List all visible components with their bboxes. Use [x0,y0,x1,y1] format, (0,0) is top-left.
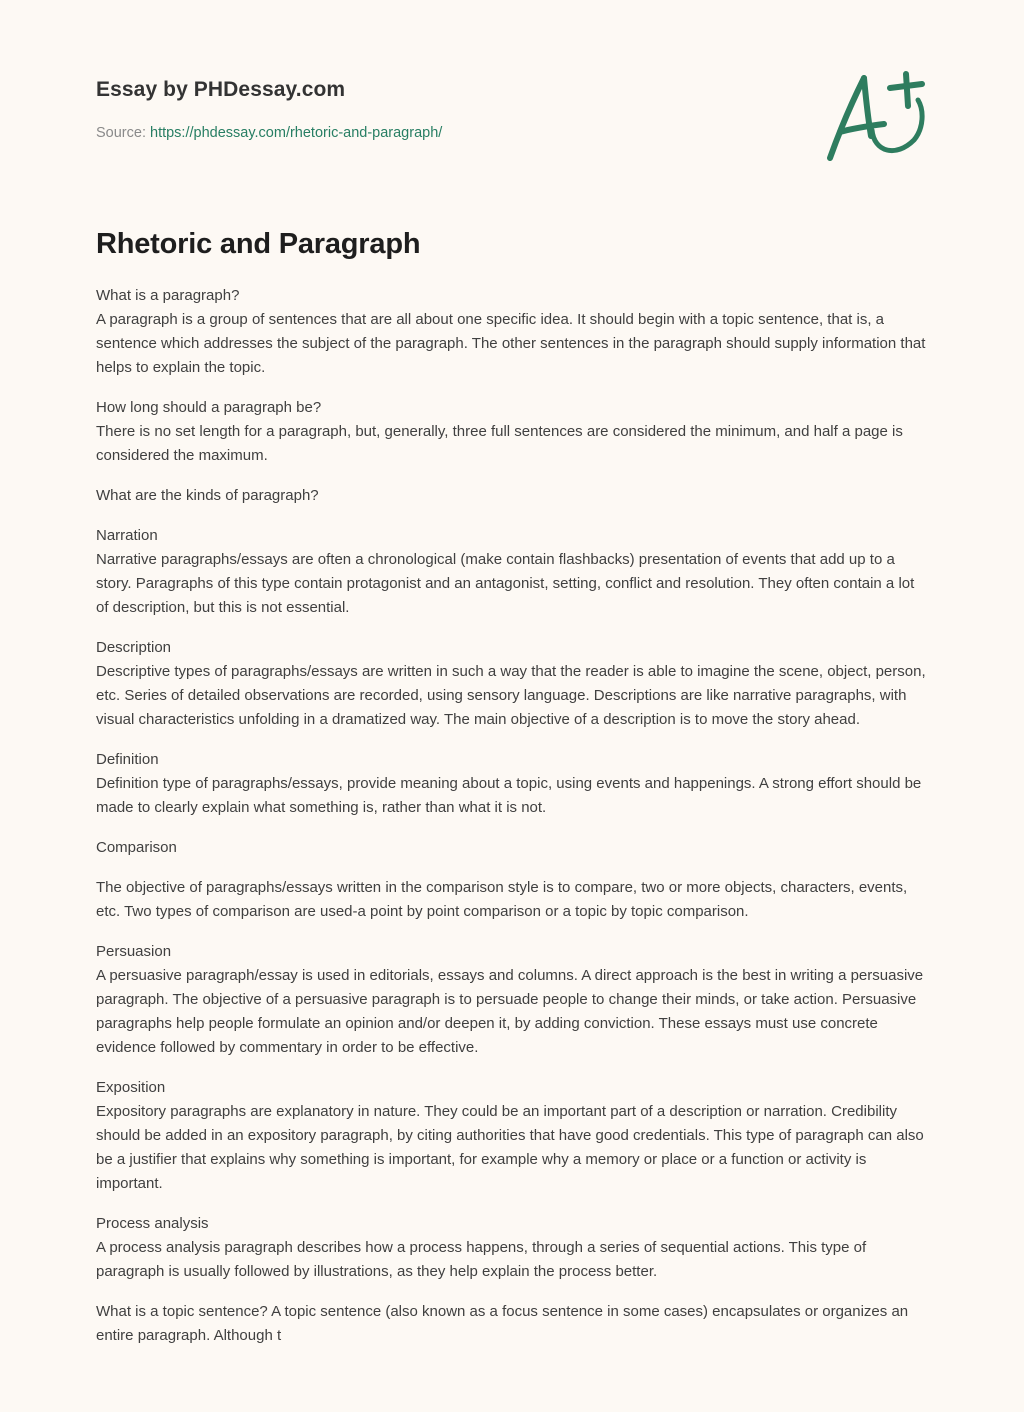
section-paragraph [96,1212,928,1284]
source-line [96,123,928,143]
article-body [96,284,928,1364]
section-text: There is no set length for a paragraph, but, generally, three full sentences are considered the minimum, and half a page is considered the maximum. [96,423,903,464]
section-text: Descriptive types of paragraphs/essays are written in such a way that the reader is able to imagine the scene, object, person, etc. Series of detailed observations are recorded, using sensory language. Descriptions are like narrative paragraphs, with visual characteristics unfolding in a dramatized way. The main objective of a description is to move the story ahead. [96,663,926,728]
section-text: Narrative paragraphs/essays are often a chronological (make contain flashbacks) presentation of events that add up to a story. Paragraphs of this type contain protagonist and an antagonist, setting, conflict and resolution. They often contain a lot of description, but this is not essential. [96,551,915,616]
section-paragraph [96,1300,928,1348]
section-paragraph [96,284,928,380]
section-text: The objective of paragraphs/essays written in the comparison style is to compare, two or more objects, characters, events, etc. Two types of comparison are used-a point by point comparison or a topic by topic comparison. [96,879,908,920]
section-heading: Persuasion [96,943,172,960]
section-paragraph [96,396,928,468]
section-text: Expository paragraphs are explanatory in nature. They could be an important part of a description or narration. Credibility should be added in an expository paragraph, by citing authorities that have good credentials. This type of paragraph can also be a justifier that explains why something is important, for example why a memory or place or a function or activity is important. [96,1103,924,1192]
section-heading: Narration [96,527,158,544]
source-label: Source: [96,125,150,141]
article-title: Rhetoric and Paragraph [96,228,421,260]
section-heading: Comparison [96,839,177,856]
section-heading: Description [96,639,172,656]
section-paragraph [96,940,928,1060]
section-heading: What is a paragraph? [96,287,240,304]
section-text: A paragraph is a group of sentences that are all about one specific idea. It should begin with a topic sentence, that is, a sentence which addresses the subject of the paragraph. The other sentences in the paragraph should supply information that helps to explain the topic. [96,311,926,376]
section-text: A persuasive paragraph/essay is used in editorials, essays and columns. A direct approach is the best in writing a persuasive paragraph. The objective of a persuasive paragraph is to persuade people to change their minds, or take action. Persuasive paragraphs help people formulate an opinion and/or deepen it, by adding conviction. These essays must use concrete evidence followed by commentary in order to be effective. [96,967,924,1056]
section-text: Definition type of paragraphs/essays, provide meaning about a topic, using events and happenings. A strong effort should be made to clearly explain what something is, rather than what it is not. [96,775,922,816]
section-paragraph [96,876,928,924]
section-heading: Process analysis [96,1215,209,1232]
section-paragraph [96,748,928,820]
section-paragraph [96,524,928,620]
section-heading: Exposition [96,1079,166,1096]
a-plus-grade-icon [818,66,930,166]
section-paragraph [96,1076,928,1196]
section-heading: Definition [96,751,159,768]
section-heading: What are the kinds of paragraph? [96,487,319,504]
page-header [96,74,928,143]
section-paragraph [96,836,928,860]
section-paragraph [96,484,928,508]
source-link[interactable]: https://phdessay.com/rhetoric-and-paragraph/ [150,125,443,141]
section-text: What is a topic sentence? A topic sentence (also known as a focus sentence in some cases) encapsulates or organizes an entire paragraph. Although t [96,1303,909,1344]
section-text: A process analysis paragraph describes how a process happens, through a series of sequential actions. This type of paragraph is usually followed by illustrations, as they help explain the process better. [96,1239,867,1280]
section-heading: How long should a paragraph be? [96,399,322,416]
site-title: Essay by PHDessay.com [96,78,346,101]
section-paragraph [96,636,928,732]
